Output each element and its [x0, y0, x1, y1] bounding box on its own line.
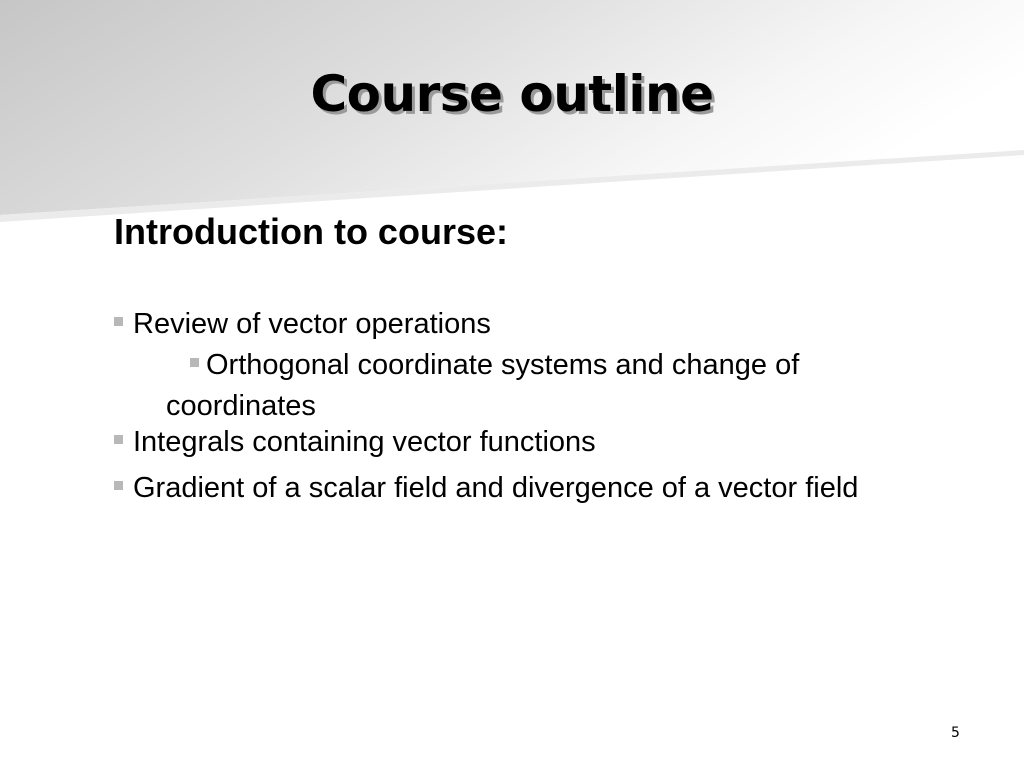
sub-bullet-item	[166, 345, 926, 427]
bullet-text: Review of vector operations	[133, 308, 491, 340]
bullet-item	[114, 424, 596, 460]
bullet-item	[114, 306, 491, 342]
bullet-item	[114, 470, 858, 506]
sub-bullet-text-1: Orthogonal coordinate systems and change of	[206, 349, 800, 381]
sub-bullet-line-2: coordinates	[166, 390, 316, 422]
square-bullet-icon	[190, 358, 199, 367]
square-bullet-icon	[114, 317, 123, 326]
slide-number: 5	[951, 725, 960, 741]
square-bullet-icon	[114, 481, 123, 490]
sub-bullet-line-1	[166, 345, 926, 386]
square-bullet-icon	[114, 435, 123, 444]
bullet-text: Gradient of a scalar field and divergence of a vector field	[133, 472, 859, 504]
bullet-text: Integrals containing vector functions	[133, 426, 596, 458]
section-heading: Introduction to course:	[114, 211, 508, 252]
slide-title: Course outline	[310, 65, 714, 123]
